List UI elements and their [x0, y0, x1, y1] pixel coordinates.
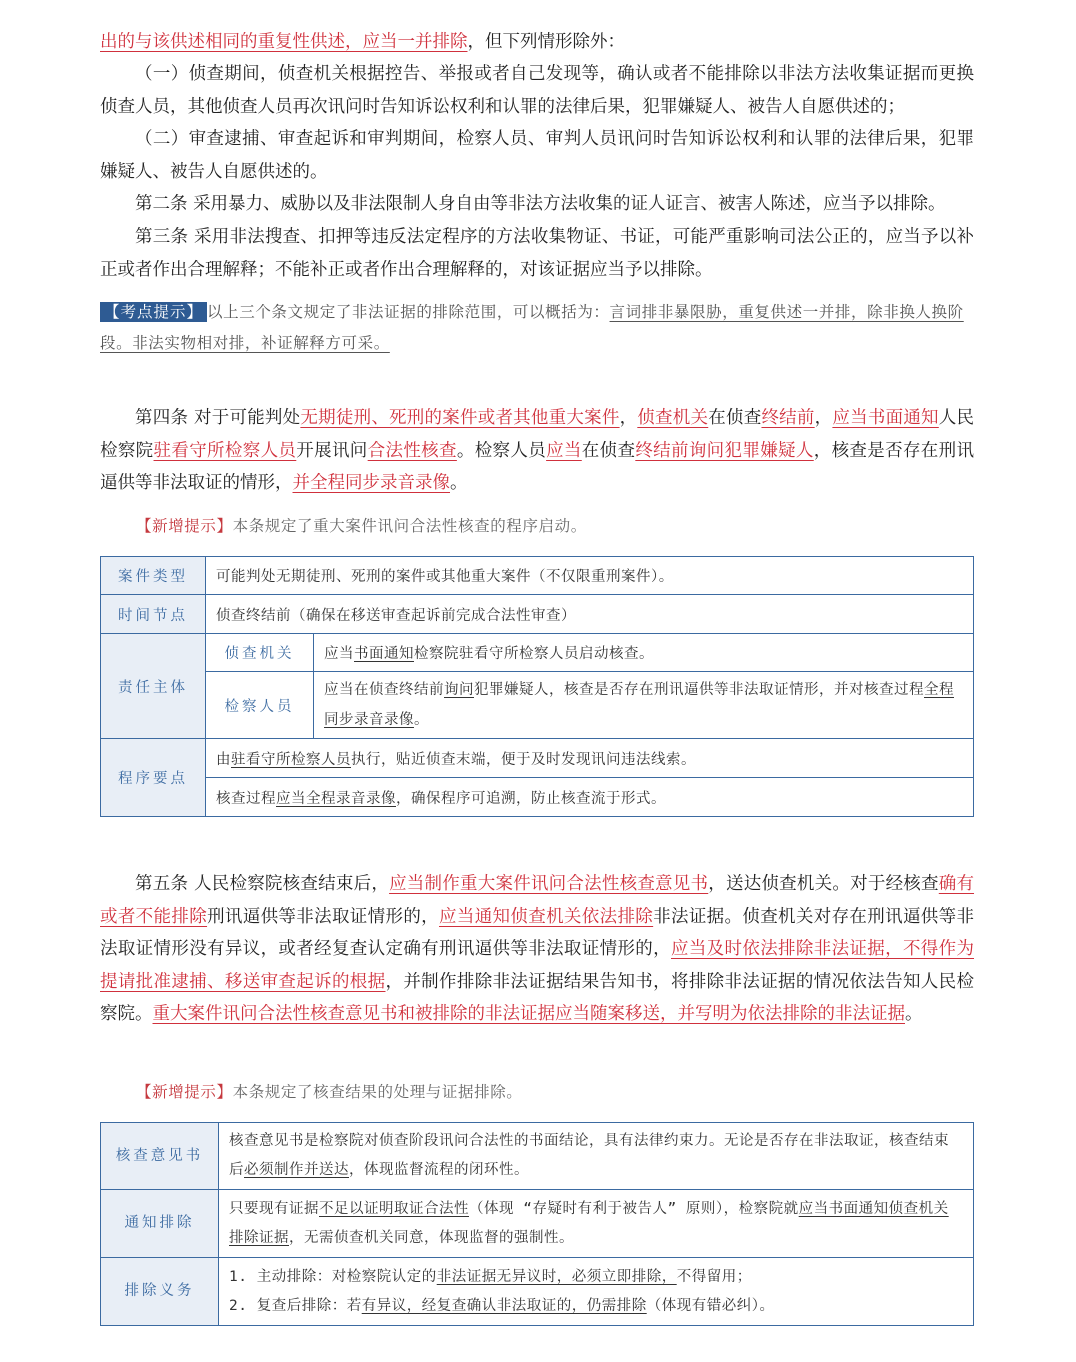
text: 第四条 对于可能判处 — [135, 408, 301, 428]
table-article-5 — [100, 1122, 974, 1326]
highlight-text: 终结前 — [761, 408, 815, 428]
highlight-text: 无期徒刑、死刑的案件或者其他重大案件 — [300, 408, 620, 428]
highlight-text: 驻看守所检察人员 — [153, 440, 297, 461]
exam-tip-tag: 【考点提示】 — [100, 302, 207, 322]
text: ，体现监督流程的闭环性。 — [349, 1162, 529, 1178]
underlined-text: 书面通知 — [354, 646, 414, 662]
list-item — [229, 1263, 963, 1292]
text: 开展讯问 — [296, 440, 368, 461]
underlined-text: 必须制作并送达 — [244, 1162, 349, 1178]
underlined-text: 全程同步录音录像 — [324, 682, 954, 728]
text: ，并制作排除非法证据结果告知书，将排除非法证据的情况依法告知人民检察院。 — [100, 971, 974, 1024]
text: 只要现有证据 — [229, 1200, 319, 1217]
table-cell — [206, 739, 974, 778]
text: 非法证据。侦查机关对存在刑讯逼供等非法取证情形没有异议，或者经复查认定确有刑讯逼供等非法取证情形的， — [100, 906, 974, 959]
table-cell: 可能判处无期徒刑、死刑的案件或其他重大案件（不仅限重刑案件）。 — [206, 557, 974, 595]
table-row — [101, 595, 974, 634]
table-cell — [206, 778, 974, 817]
paragraph-article-2: 第二条 采用暴力、威胁以及非法限制人身自由等非法方法收集的证人证言、被害人陈述，应当予以排除。 — [135, 194, 946, 214]
highlight-text: 合法性核查 — [367, 440, 457, 461]
table-header-cell: 程序要点 — [101, 739, 206, 817]
exam-tip-summary: 言词排非暴限胁，重复供述一并排，除非换人换阶段。非法实物相对排，补证解释方可采。 — [100, 303, 964, 352]
underlined-text: 应当书面通知侦查机关排除证据 — [229, 1200, 949, 1246]
table-row — [101, 778, 974, 817]
underlined-text: 询问 — [444, 682, 474, 698]
paragraph-article-4 — [100, 402, 974, 500]
text: ，确保程序可追溯，防止核查流于形式。 — [396, 790, 666, 807]
table-cell — [219, 1123, 974, 1190]
new-tip-text: 本条规定了核查结果的处理与证据排除。 — [232, 1083, 523, 1101]
highlight-text: 确有或者不能排除 — [100, 874, 975, 927]
table-row — [101, 1190, 974, 1258]
highlight-text: 侦查机关 — [637, 408, 709, 428]
text: 。 — [414, 712, 429, 728]
table-article-4 — [100, 556, 974, 817]
table-row — [101, 634, 974, 672]
table-header-cell: 案件类型 — [101, 557, 206, 595]
table-cell: 侦查终结前（确保在移送审查起诉前完成合法性审查） — [206, 595, 974, 634]
new-tip — [136, 1077, 522, 1107]
highlight-text: 重大案件讯问合法性核查意见书和被排除的非法证据应当随案移送，并写明为依法排除的非法证据 — [152, 1004, 905, 1024]
highlight-text: 应当书面通知 — [832, 408, 939, 428]
highlight-text: 应当及时依法排除非法证据，不得作为提请批准逮捕、移送审查起诉的根据 — [100, 939, 974, 992]
text: 2. 复查后排除：若 — [229, 1297, 362, 1314]
underlined-text: 应当全程录音录像 — [276, 790, 396, 807]
text: 应当在侦查终结前 — [324, 682, 444, 698]
text: 犯罪嫌疑人，核查是否存在刑讯逼供等非法取证情形，并对核查过程 — [474, 682, 924, 698]
underlined-text: 非法证据无异议时，必须立即排除， — [436, 1268, 677, 1285]
text: 执行，贴近侦查末端，便于及时发现讯问违法线索。 — [351, 751, 696, 768]
text: 第五条 人民检察院核查结束后， — [135, 874, 390, 894]
paragraph-intro — [100, 26, 974, 59]
paragraph-item-1: （一）侦查期间，侦查机关根据控告、举报或者自己发现等，确认或者不能排除以非法方法收集证据而更换侦查人员，其他侦查人员再次讯问时告知诉讼权利和认罪的法律后果，犯罪嫌疑人、被告人自愿供述的； — [100, 64, 974, 117]
underlined-text: 有异议，经复查确认非法取证的，仍需排除 — [361, 1297, 647, 1314]
new-tip-tag: 【新增提示】 — [136, 517, 233, 535]
text: （体现有错必纠）。 — [646, 1297, 775, 1314]
text: 1. 主动排除：对检察院认定的 — [229, 1268, 437, 1285]
underlined-text: 不足以证明取证合法性 — [319, 1200, 469, 1217]
text: （体现 “存疑时有利于被告人” 原则），检察院就 — [469, 1200, 799, 1217]
list-item — [229, 1292, 963, 1321]
text: ，无需侦查机关同意，体现监督的强制性。 — [289, 1229, 574, 1246]
paragraph-article-5 — [100, 868, 974, 1031]
table-row — [101, 557, 974, 595]
underlined-text: 驻看守所检察人员 — [231, 751, 351, 768]
highlight-text: 并全程同步录音录像 — [292, 473, 450, 493]
new-tip — [136, 511, 587, 541]
text: ， — [814, 408, 833, 428]
table-row — [101, 1123, 974, 1190]
table-header-cell: 通知排除 — [101, 1190, 219, 1258]
highlight-text: 出的与该供述相同的重复性供述，应当一并排除 — [100, 32, 468, 52]
text: 。检察人员 — [456, 440, 547, 461]
table-cell — [314, 634, 974, 672]
text: 不得留用； — [676, 1268, 752, 1285]
table-subheader-cell: 侦查机关 — [206, 634, 314, 672]
table-header-cell: 核查意见书 — [101, 1123, 219, 1190]
text: 核查意见书是检察院对侦查阶段讯问合法性的书面结论，具有法律约束力。无论是否存在非法取证，核查结束后 — [229, 1133, 949, 1178]
table-cell — [314, 672, 974, 739]
table-header-cell: 排除义务 — [101, 1258, 219, 1326]
text: ，但下列情形除外： — [467, 32, 625, 52]
text: ，送达侦查机关。对于经核查 — [708, 874, 939, 894]
highlight-text: 应当通知侦查机关依法排除 — [439, 906, 654, 927]
exam-tip-text: 以上三个条文规定了非法证据的排除范围，可以概括为： — [207, 303, 610, 321]
table-row — [101, 739, 974, 778]
highlight-text: 应当制作重大案件讯问合法性核查意见书 — [389, 874, 709, 894]
paragraph-article-3: 第三条 采用非法搜查、扣押等违反法定程序的方法收集物证、书证，可能严重影响司法公正的，应当予以补正或者作出合理解释；不能补正或者作出合理解释的，对该证据应当予以排除。 — [100, 227, 974, 280]
table-header-cell: 时间节点 — [101, 595, 206, 634]
table-row — [101, 1258, 974, 1326]
table-cell — [219, 1190, 974, 1258]
text: ，核查是否存在刑讯逼供等非法取证的情形， — [100, 440, 974, 493]
new-tip-text: 本条规定了重大案件讯问合法性核查的程序启动。 — [232, 517, 587, 535]
table-row — [101, 672, 974, 739]
text: 人民检察院 — [100, 408, 975, 461]
text: 在侦查 — [581, 440, 636, 461]
text: 刑讯逼供等非法取证情形的， — [207, 906, 440, 927]
text: 。 — [905, 1004, 923, 1024]
new-tip-tag: 【新增提示】 — [136, 1083, 233, 1101]
text: 应当 — [324, 646, 354, 662]
paragraph-item-2: （二）审查逮捕、审查起诉和审判期间，检察人员、审判人员讯问时告知诉讼权利和认罪的法律后果，犯罪嫌疑人、被告人自愿供述的。 — [100, 129, 974, 182]
exam-tip — [100, 297, 974, 359]
table-subheader-cell: 检察人员 — [206, 672, 314, 739]
text: 由 — [216, 751, 231, 768]
text: 核查过程 — [216, 790, 276, 807]
text: 在侦查 — [708, 408, 762, 428]
text: 。 — [450, 473, 468, 493]
highlight-text: 应当 — [546, 440, 582, 461]
table-cell — [219, 1258, 974, 1326]
text: ， — [619, 408, 638, 428]
text: 检察院驻看守所检察人员启动核查。 — [414, 646, 654, 662]
highlight-text: 终结前询问犯罪嫌疑人 — [635, 440, 814, 461]
table-header-cell: 责任主体 — [101, 634, 206, 739]
